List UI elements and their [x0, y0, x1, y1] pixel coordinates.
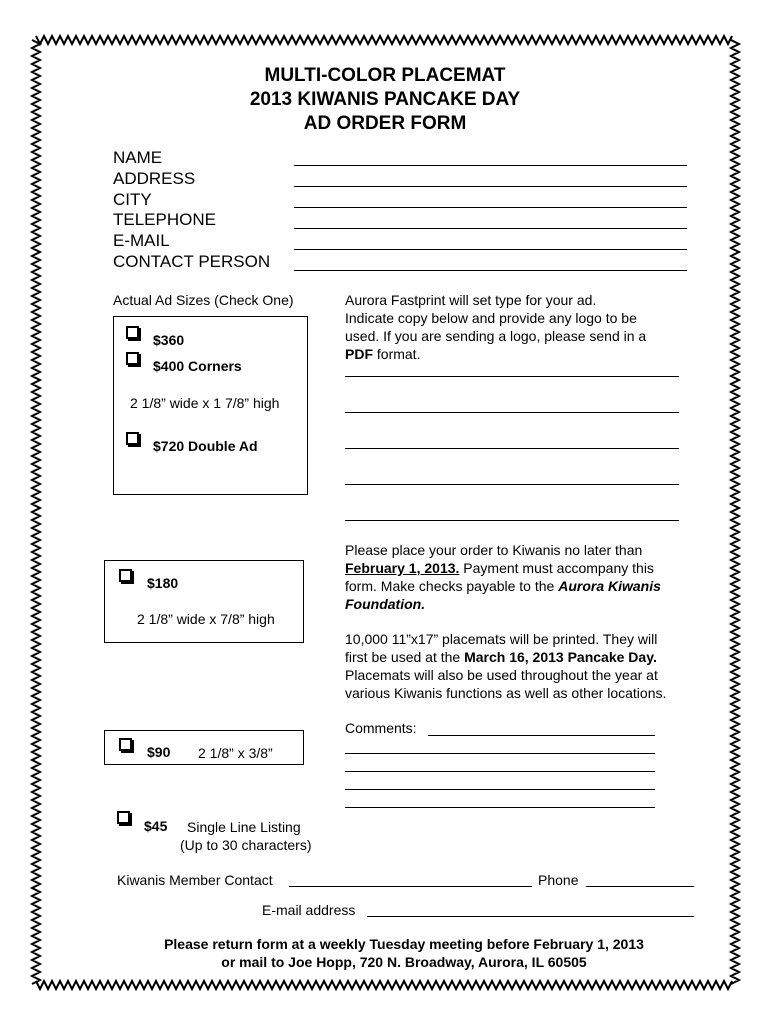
comments-line-3[interactable]: [345, 771, 655, 772]
contact-person-label: CONTACT PERSON: [113, 252, 271, 271]
comments-line-5[interactable]: [345, 807, 655, 808]
small-ad-size: 2 1/8” x 3/8”: [198, 745, 273, 761]
email-address-label: E-mail address: [262, 902, 356, 918]
comments-line-2[interactable]: [345, 753, 655, 754]
checkbox-720-double[interactable]: [126, 432, 139, 450]
option-45-label: $45: [144, 818, 168, 834]
form-title-line-2: 2013 KIWANIS PANCAKE DAY: [249, 89, 521, 110]
order-text-4: Foundation.: [345, 596, 426, 612]
medium-ad-box: [104, 560, 304, 643]
phone-label: Phone: [538, 872, 579, 888]
checkbox-400-corners[interactable]: [126, 352, 139, 370]
option-360-label: $360: [153, 332, 185, 348]
option-400-label: $400 Corners: [153, 358, 242, 374]
single-line-label: Single Line Listing: [187, 819, 301, 835]
option-180-label: $180: [147, 575, 179, 591]
print-text-4: various Kiwanis functions as well as other locations.: [345, 685, 667, 701]
address-field[interactable]: [294, 186, 687, 187]
checkbox-180[interactable]: [119, 569, 132, 587]
city-field[interactable]: [294, 207, 687, 208]
checkbox-90[interactable]: [119, 738, 132, 756]
return-instructions-2: or mail to Joe Hopp, 720 N. Broadway, Aurora, IL 60505: [221, 954, 587, 970]
print-text-3: Placemats will also be used throughout the year at: [345, 667, 658, 683]
email-field[interactable]: [294, 249, 687, 250]
print-text-2: first be used at the March 16, 2013 Pancake Day.: [345, 649, 657, 665]
order-text-2: February 1, 2013. Payment must accompany this: [345, 560, 654, 576]
checkbox-360[interactable]: [126, 326, 139, 344]
address-label: ADDRESS: [113, 169, 196, 188]
telephone-field[interactable]: [294, 228, 687, 229]
ad-sizes-heading: Actual Ad Sizes (Check One): [113, 292, 294, 308]
phone-field[interactable]: [586, 886, 694, 887]
telephone-label: TELEPHONE: [113, 210, 216, 229]
ad-copy-line-5[interactable]: [345, 520, 679, 521]
ad-copy-line-2[interactable]: [345, 412, 679, 413]
comments-line-1[interactable]: [428, 735, 655, 736]
ad-copy-line-4[interactable]: [345, 484, 679, 485]
typeset-text-1: Aurora Fastprint will set type for your ad.: [345, 292, 597, 308]
typeset-text-4: PDF format.: [345, 346, 421, 362]
city-label: CITY: [113, 190, 152, 209]
email-label: E-MAIL: [113, 231, 170, 250]
order-text-1: Please place your order to Kiwanis no later than: [345, 542, 643, 558]
option-720-label: $720 Double Ad: [153, 438, 258, 454]
comments-label: Comments:: [345, 720, 417, 736]
ad-copy-line-3[interactable]: [345, 448, 679, 449]
print-text-1: 10,000 11”x17” placemats will be printed. They will: [345, 631, 658, 647]
single-line-note: (Up to 30 characters): [180, 837, 312, 853]
form-title-line-3: AD ORDER FORM: [303, 113, 467, 134]
contact-person-field[interactable]: [294, 270, 687, 271]
medium-ad-size: 2 1/8” wide x 7/8” high: [137, 611, 275, 627]
typeset-text-2: Indicate copy below and provide any logo to be: [345, 310, 637, 326]
member-contact-label: Kiwanis Member Contact: [117, 872, 273, 888]
order-text-3: form. Make checks payable to the Aurora Kiwanis: [345, 578, 661, 594]
return-instructions-1: Please return form at a weekly Tuesday meeting before February 1, 2013: [164, 936, 644, 952]
member-contact-field[interactable]: [289, 886, 532, 887]
name-label: NAME: [113, 148, 163, 167]
comments-line-4[interactable]: [345, 789, 655, 790]
ad-copy-line-1[interactable]: [345, 376, 679, 377]
option-90-label: $90: [147, 744, 171, 760]
name-field[interactable]: [294, 165, 687, 166]
checkbox-45[interactable]: [117, 811, 130, 829]
large-ad-size: 2 1/8” wide x 1 7/8” high: [130, 395, 280, 411]
form-title-line-1: MULTI-COLOR PLACEMAT: [264, 65, 506, 86]
typeset-text-3: used. If you are sending a logo, please send in a: [345, 328, 647, 344]
email-address-field[interactable]: [367, 916, 694, 917]
